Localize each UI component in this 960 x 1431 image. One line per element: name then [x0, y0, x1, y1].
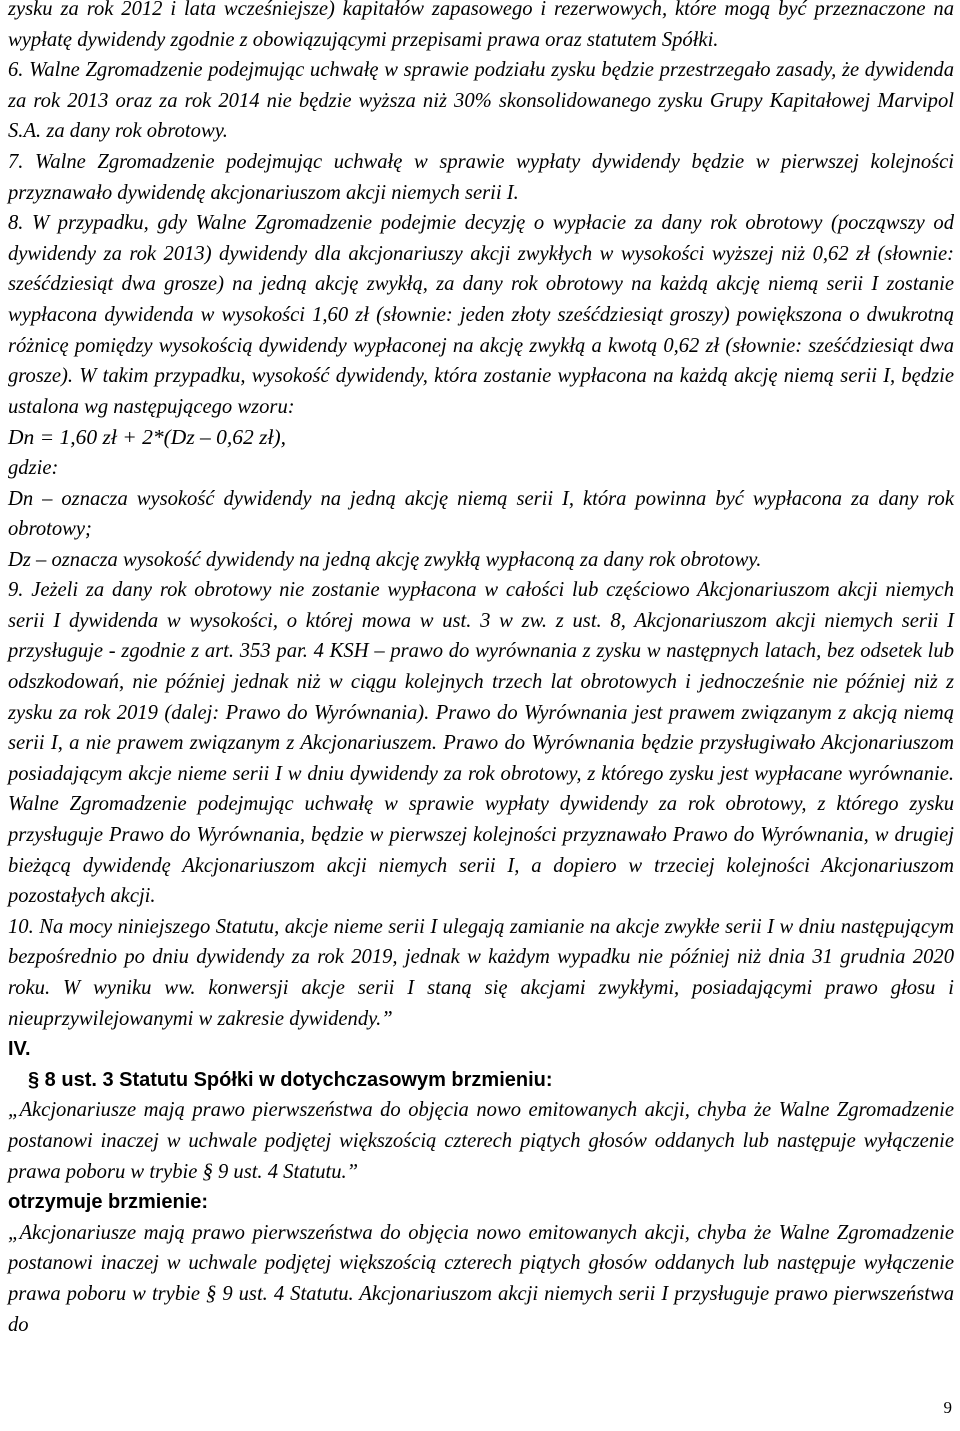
definition-dn: Dn – oznacza wysokość dywidendy na jedną akcję niemą serii I, która powinna być wypłacona za dany rok obrotowy;	[8, 487, 954, 541]
current-wording-heading: § 8 ust. 3 Statutu Spółki w dotychczasowym brzmieniu:	[28, 1068, 553, 1091]
paragraph-continuation: zysku za rok 2012 i lata wcześniejsze) kapitałów zapasowego i rezerwowych, które mogą być przeznaczone na wypłatę dywidendy zgodnie z obowiązującymi przepisami prawa oraz statutem Spółki.	[8, 0, 954, 51]
paragraph-9: 9. Jeżeli za dany rok obrotowy nie zostanie wypłacona w całości lub częściowo Akcjonariuszom akcji niemych serii I dywidenda w wysokości, o której mowa w ust. 3 w zw. z ust. 8, Akcjonariuszom akcji niemych serii I przysługuje - zgodnie z art. 353 par. 4 KSH – prawo do wyrównania z zysku w następnych latach, bez odsetek lub odszkodowań, nie później jednak niż w ciągu kolejnych trzech lat obrotowych i jednocześnie nie później niż z zysku za rok 2019 (dalej: Prawo do Wyrównania). Prawo do Wyrównania jest prawem związanym z akcją niemą serii I, a nie prawem związanym z Akcjonariuszem. Prawo do Wyrównania będzie przysługiwało Akcjonariuszom posiadającym akcje nieme serii I w dniu dywidendy za rok obrotowy, z którego zysku jest wypłacane wyrównanie. Walne Zgromadzenie podejmując uchwałę w sprawie wypłaty dywidendy za rok obrotowy, z którego zysku przysługuje Prawo do Wyrównania, będzie w pierwszej kolejności przyznawało Prawo do Wyrównania, w drugiej bieżącą dywidendę Akcjonariuszom akcji niemych serii I, a dopiero w trzeciej kolejności Akcjonariuszom pozostałych akcji.	[8, 579, 954, 908]
current-wording-text: „Akcjonariusze mają prawo pierwszeństwa do objęcia nowo emitowanych akcji, chyba że Walne Zgromadzenie postanowi inaczej w uchwale podjętej większością czterech piątych głosów oddanych lub następuje wyłączenie prawa poboru w trybie § 9 ust. 4 Statutu.”	[8, 1099, 954, 1183]
paragraph-10: 10. Na mocy niniejszego Statutu, akcje nieme serii I ulegają zamianie na akcje zwykłe serii I w dniu następującym bezpośrednio po dniu dywidendy za rok 2019, jednak w każdym wypadku nie później niż dnia 31 grudnia 2020 roku. W wyniku ww. konwersji akcje serii I staną się akcjami zwykłymi, posiadającymi prawo głosu i nieuprzywilejowanymi w zakresie dywidendy.”	[8, 915, 954, 1030]
definition-dz: Dz – oznacza wysokość dywidendy na jedną akcję zwykłą wypłaconą za dany rok obrotowy.	[8, 548, 762, 571]
paragraph-8: 8. W przypadku, gdy Walne Zgromadzenie podejmie decyzję o wypłacie za dany rok obrotowy (począwszy od dywidendy za rok 2013) dywidendy dla akcjonariuszy akcji zwykłych w wysokości wyższej niż 0,62 zł (słownie: sześćdziesiąt dwa grosze) na jedną akcję zwykłą, za dany rok obrotowy na każdą akcję niemą serii I zostanie wypłacona dywidenda w wysokości 1,60 zł (słownie: jeden złoty sześćdziesiąt groszy) powiększona o dwukrotną różnicę pomiędzy wysokością dywidendy wypłaconej na akcję zwykłą a kwotą 0,62 zł (słownie: sześćdziesiąt dwa grosze). W takim przypadku, wysokość dywidendy, która zostanie wypłacona na każdą akcję niemą serii I, będzie ustalona wg następującego wzoru:	[8, 212, 954, 418]
section-iv-heading: IV.	[8, 1038, 31, 1061]
new-wording-text: „Akcjonariusze mają prawo pierwszeństwa do objęcia nowo emitowanych akcji, chyba że Walne Zgromadzenie postanowi inaczej w uchwale podjętej większością czterech piątych głosów oddanych lub następuje wyłączenie prawa poboru w trybie § 9 ust. 4 Statutu. Akcjonariuszom akcji niemych serii I przysługuje prawo pierwszeństwa do	[8, 1221, 954, 1336]
paragraph-7: 7. Walne Zgromadzenie podejmując uchwałę w sprawie wypłaty dywidendy będzie w pierwszej kolejności przyznawało dywidendę akcjonariuszom akcji niemych serii I.	[8, 150, 954, 204]
page-number: 9	[943, 1398, 952, 1417]
new-wording-heading: otrzymuje brzmienie:	[8, 1191, 209, 1214]
paragraph-6: 6. Walne Zgromadzenie podejmując uchwałę w sprawie podziału zysku będzie przestrzegało zasady, że dywidenda za rok 2013 oraz za rok 2014 nie będzie wyższa niż 30% skonsolidowanego zysku Grupy Kapitałowej Marvipol S.A. za dany rok obrotowy.	[8, 59, 954, 143]
dividend-formula: Dn = 1,60 zł + 2*(Dz – 0,62 zł),	[8, 425, 287, 450]
document-page	[8, 0, 954, 1340]
formula-where-label: gdzie:	[8, 456, 59, 479]
